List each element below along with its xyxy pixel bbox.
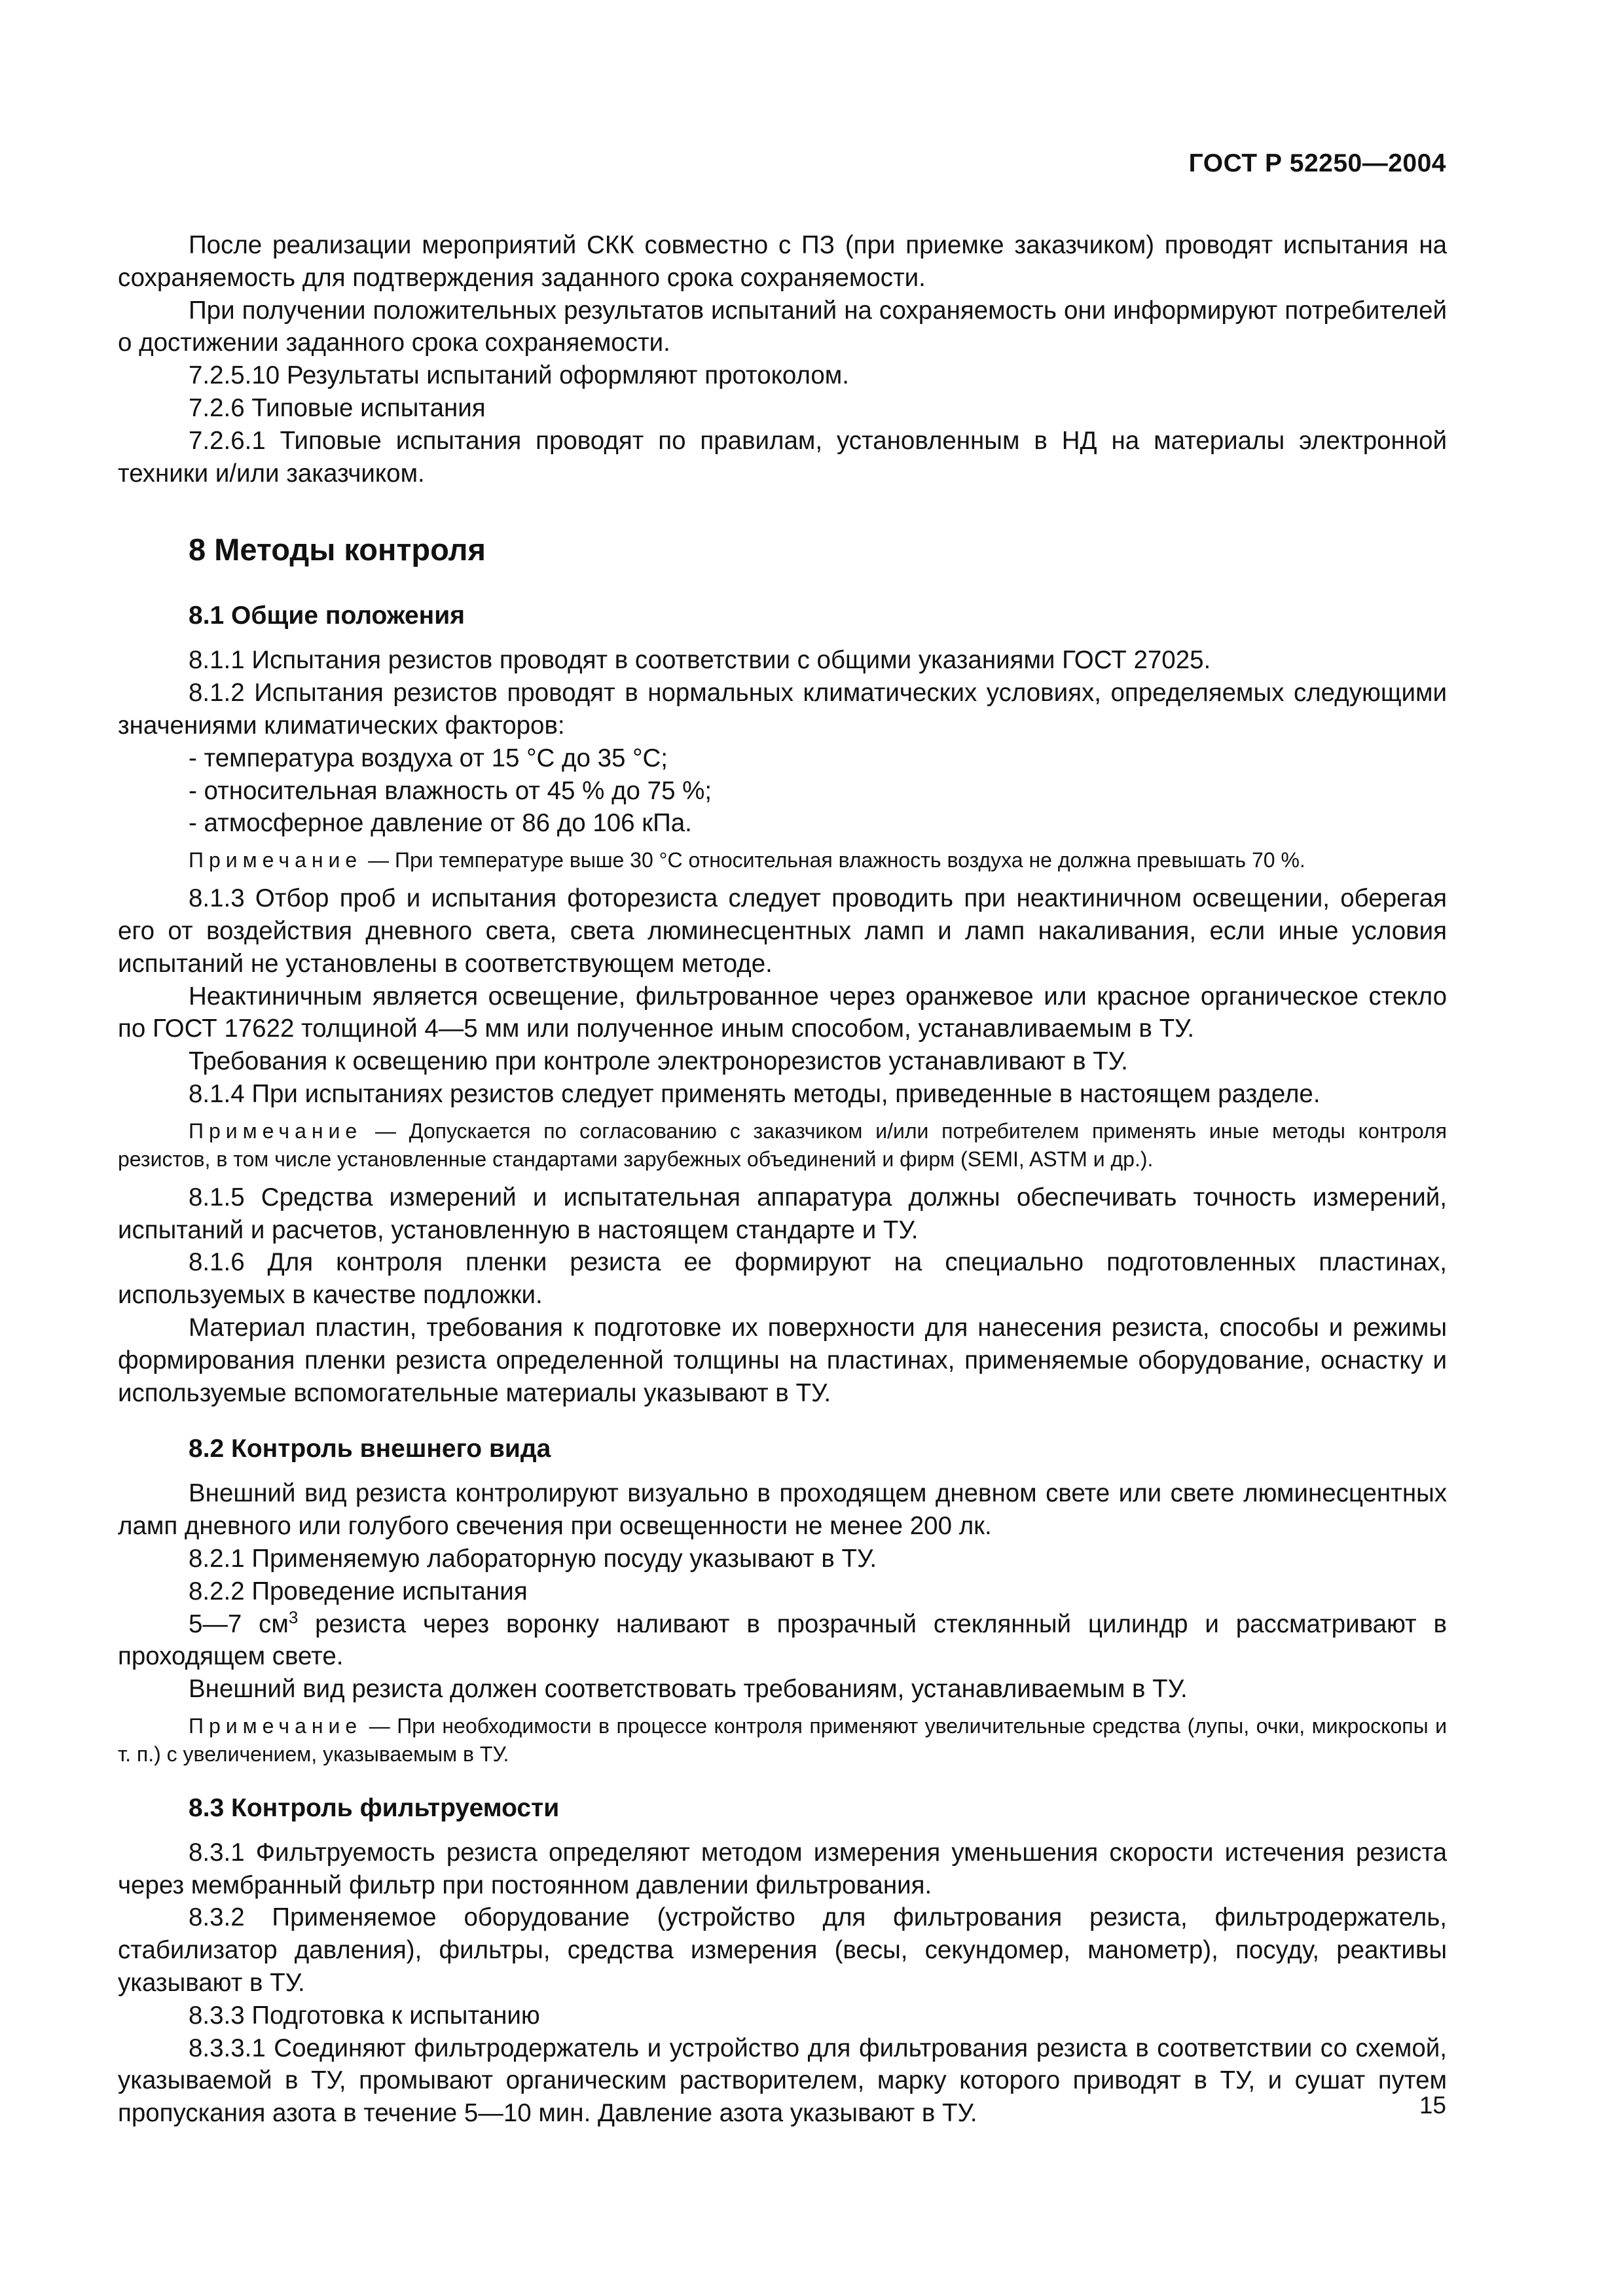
- note-label: Примечание: [189, 1119, 363, 1143]
- document-header: ГОСТ Р 52250—2004: [1188, 149, 1446, 177]
- note-label: Примечание: [189, 848, 363, 872]
- volume-text: 5—7 см: [189, 1609, 289, 1638]
- note-humidity: [118, 846, 1447, 874]
- paragraph-visual-inspection: Внешний вид резиста контролируют визуально в проходящем дневном свете или свете люминесцентных ламп дневного или голубого свечения при освещенности не менее 200 лк.: [118, 1479, 1447, 1541]
- subsection-heading-8-1: 8.1 Общие положения: [189, 601, 465, 630]
- clause-8-1-4: 8.1.4 При испытаниях резистов следует применять методы, приведенные в настоящем разделе.: [189, 1079, 1321, 1108]
- document-body: [118, 229, 1447, 2130]
- note-text: — При температуре выше 30 °С относительная влажность воздуха не должна превышать 70 %.: [362, 848, 1305, 872]
- clause-8-1-1: 8.1.1 Испытания резистов проводят в соответствии с общими указаниями ГОСТ 27025.: [189, 646, 1211, 675]
- clause-8-1-3: 8.1.3 Отбор проб и испытания фоторезиста следует проводить при неактиничном освещении, оберегая его от воздействия дневного света, света люминесцентных ламп и ламп накаливания, если иные условия испытаний не установлены в соответствующем методе.: [118, 884, 1447, 978]
- paragraph-nonactinic-light: Неактиничным является освещение, фильтрованное через оранжевое или красное органическое стекло по ГОСТ 17622 толщиной 4—5 мм или полученное иным способом, устанавливаемым в ТУ.: [118, 982, 1447, 1043]
- volume-superscript: 3: [288, 1607, 299, 1627]
- clause-8-1-5: 8.1.5 Средства измерений и испытательная аппаратура должны обеспечивать точность измерений, испытаний и расчетов, установленную в настоящем стандарте и ТУ.: [118, 1183, 1447, 1244]
- note-text: — При необходимости в процессе контроля применяют увеличительные средства (лупы, очки, микроскопы и т. п.) с увеличением, указываемым в ТУ.: [118, 1713, 1447, 1766]
- clause-8-3-3: 8.3.3 Подготовка к испытанию: [189, 2001, 540, 2030]
- clause-8-3-1: 8.3.1 Фильтруемость резиста определяют методом измерения уменьшения скорости истечения резиста через мембранный фильтр при постоянном давлении фильтрования.: [118, 1838, 1447, 1899]
- clause-8-3-3-1: 8.3.3.1 Соединяют фильтродержатель и устройство для фильтрования резиста в соответствии со схемой, указываемой в ТУ, промывают органическим растворителем, марку которого приводят в ТУ, и сушат путем пропускания азота в течение 5—10 мин. Давление азота указывают в ТУ.: [118, 2034, 1447, 2128]
- section-heading-8: 8 Методы контроля: [189, 532, 486, 567]
- note-magnifiers: [118, 1712, 1447, 1768]
- clause-8-2-2: 8.2.2 Проведение испытания: [189, 1577, 528, 1605]
- paragraph-electronoresist-light: Требования к освещению при контроле электронорезистов устанавливают в ТУ.: [189, 1047, 1128, 1076]
- note-other-methods: [118, 1117, 1447, 1174]
- clause-7-2-5-10: 7.2.5.10 Результаты испытаний оформляют протоколом.: [189, 361, 849, 390]
- list-item-temperature: - температура воздуха от 15 °С до 35 °С;: [189, 744, 668, 772]
- note-label: Примечание: [189, 1713, 363, 1738]
- paragraph-appearance-requirements: Внешний вид резиста должен соответствовать требованиям, устанавливаемым в ТУ.: [189, 1675, 1188, 1704]
- clause-8-1-6: 8.1.6 Для контроля пленки резиста ее формируют на специально подготовленных пластинах, используемых в качестве подложки.: [118, 1248, 1447, 1310]
- clause-8-2-1: 8.2.1 Применяемую лабораторную посуду указывают в ТУ.: [189, 1544, 877, 1573]
- subsection-heading-8-3: 8.3 Контроль фильтруемости: [189, 1793, 560, 1822]
- cylinder-text: резиста через воронку наливают в прозрачный стеклянный цилиндр и рассматривают в проходящем свете.: [118, 1609, 1447, 1671]
- clause-8-1-2: 8.1.2 Испытания резистов проводят в нормальных климатических условиях, определяемых следующими значениями климатических факторов:: [118, 679, 1447, 740]
- clause-7-2-6-1: 7.2.6.1 Типовые испытания проводят по правилам, установленным в НД на материалы электронной техники и/или заказчиком.: [118, 426, 1447, 488]
- clause-8-3-2: 8.3.2 Применяемое оборудование (устройство для фильтрования резиста, фильтродержатель, стабилизатор давления), фильтры, средства измерения (весы, секундомер, манометр), посуду, реактивы указывают в ТУ.: [118, 1903, 1447, 1998]
- note-text: — Допускается по согласованию с заказчиком и/или потребителем применять иные методы контроля резистов, в том числе установленные стандартами зарубежных объединений и фирм (SEMI, ASTM и др.).: [118, 1119, 1447, 1171]
- paragraph-storage-tests: После реализации мероприятий СКК совместно с ПЗ (при приемке заказчиком) проводят испытания на сохраняемость для подтверждения заданного срока сохраняемости.: [118, 231, 1447, 292]
- list-item-humidity: - относительная влажность от 45 % до 75 %;: [189, 776, 712, 805]
- clause-7-2-6: 7.2.6 Типовые испытания: [189, 393, 486, 422]
- subsection-heading-8-2: 8.2 Контроль внешнего вида: [189, 1435, 551, 1463]
- paragraph-cylinder-test: [118, 1608, 1447, 1674]
- list-item-pressure: - атмосферное давление от 86 до 106 кПа.: [189, 809, 692, 838]
- paragraph-positive-results: При получении положительных результатов испытаний на сохраняемость они информируют потребителей о достижении заданного срока сохраняемости.: [118, 296, 1447, 357]
- page-number: 15: [1419, 2092, 1446, 2119]
- paragraph-substrate-material: Материал пластин, требования к подготовке их поверхности для нанесения резиста, способы и режимы формирования пленки резиста определенной толщины на пластинах, применяемые оборудование, оснастку и используемые вспомогательные материалы указывают в ТУ.: [118, 1313, 1447, 1407]
